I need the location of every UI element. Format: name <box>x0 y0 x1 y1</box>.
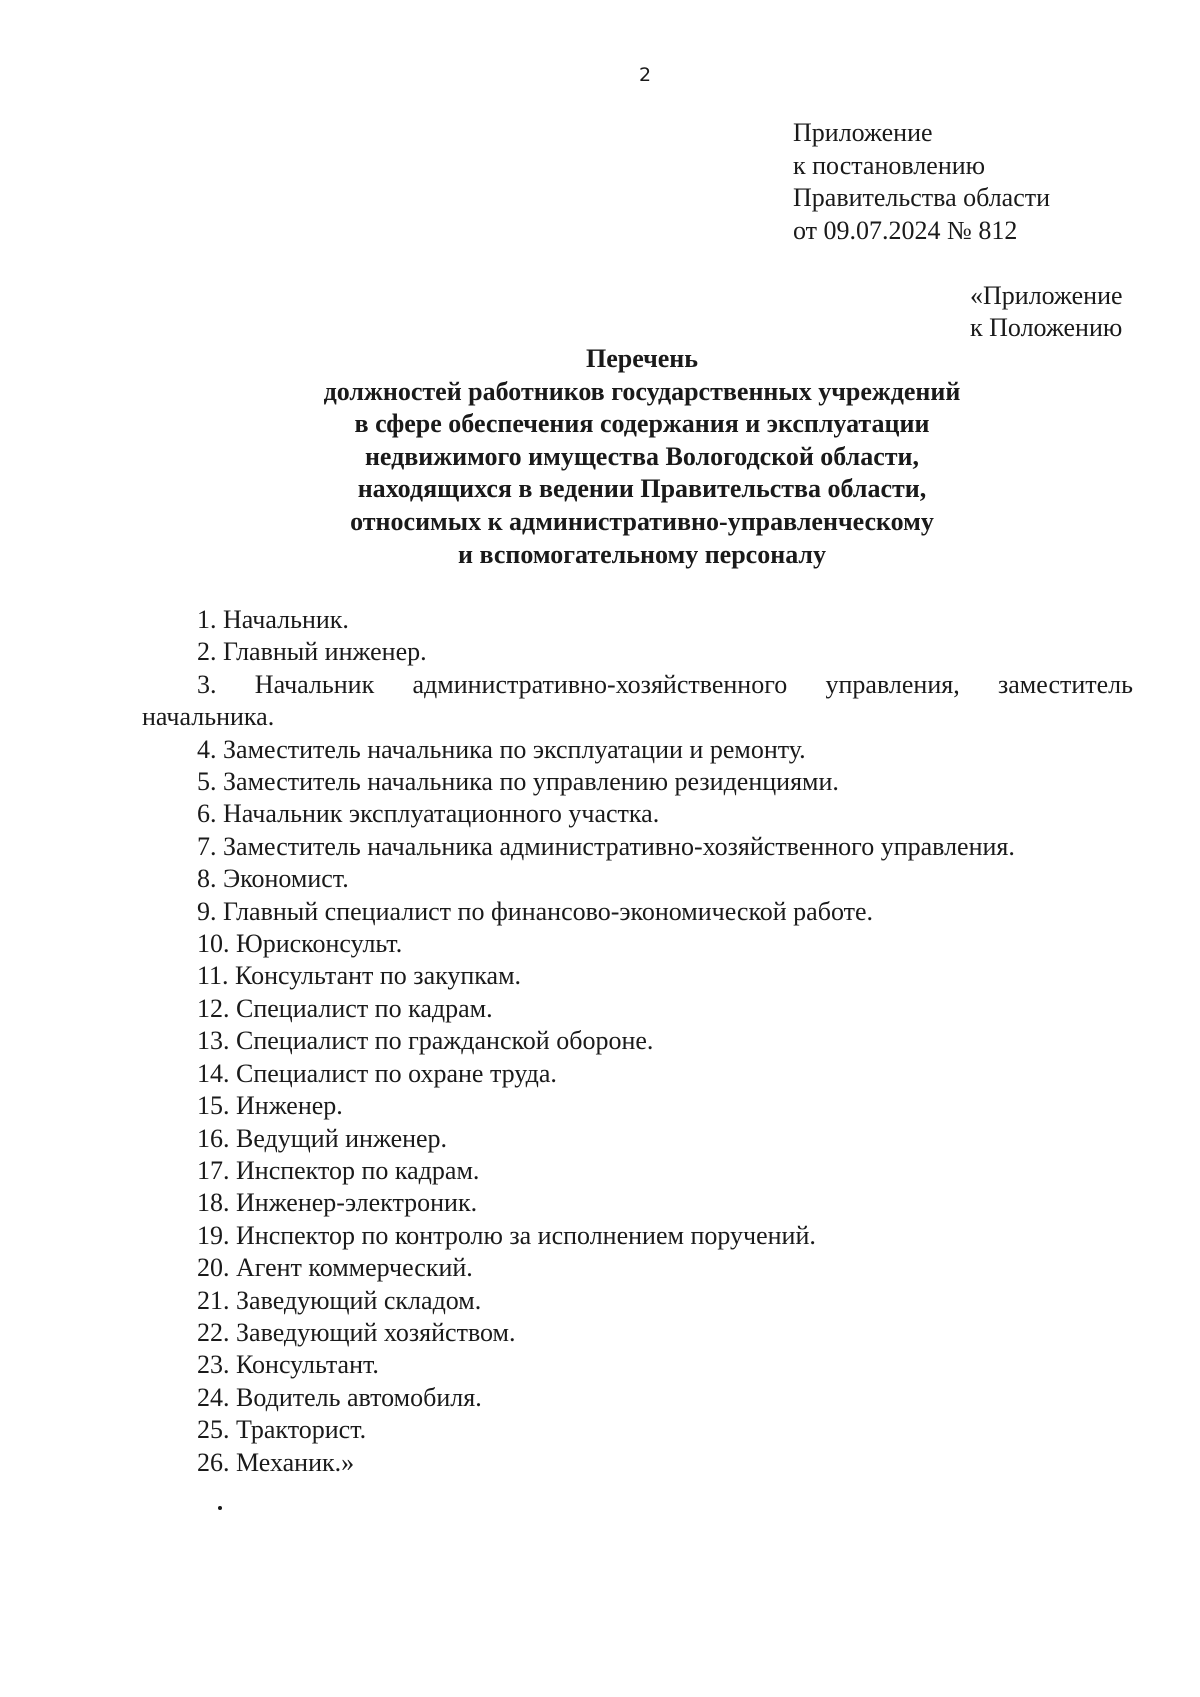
list-item: 8. Экономист. <box>197 864 349 894</box>
sub-approval-line: к Положению <box>970 313 1123 342</box>
list-item: 18. Инженер-электроник. <box>197 1188 478 1218</box>
list-item: 3. Начальник административно-хозяйственного управления, заместитель начальника. <box>142 669 1133 732</box>
list-item: 20. Агент коммерческий. <box>197 1253 473 1283</box>
sub-approval-line: «Приложение <box>970 281 1123 310</box>
page-number: 2 <box>638 64 652 86</box>
list-item: 25. Тракторист. <box>197 1415 367 1445</box>
title-line: находящихся в ведении Правительства области, <box>357 474 927 504</box>
approval-line: к постановлению <box>793 150 986 180</box>
list-item: 12. Специалист по кадрам. <box>197 993 493 1023</box>
list-item: 9. Главный специалист по финансово-экономической работе. <box>197 896 873 926</box>
title-line: и вспомогательному персоналу <box>457 539 827 569</box>
title-line: должностей работников государственных учреждений <box>323 376 961 406</box>
list-item: 10. Юрисконсульт. <box>197 929 403 959</box>
list-item: 22. Заведующий хозяйством. <box>197 1317 516 1347</box>
list-item: 17. Инспектор по кадрам. <box>197 1155 480 1185</box>
list-item: 24. Водитель автомобиля. <box>197 1382 482 1412</box>
list-item: 26. Механик.» <box>197 1447 355 1477</box>
sub-approval-block <box>970 280 1123 344</box>
list-item: 11. Консультант по закупкам. <box>197 961 522 991</box>
title-line: относимых к административно-управленческому <box>350 506 934 536</box>
list-item: 23. Консультант. <box>197 1350 379 1380</box>
document-title <box>142 343 1142 571</box>
list-item: 6. Начальник эксплуатационного участка. <box>197 799 660 829</box>
list-item: 2. Главный инженер. <box>197 637 427 667</box>
approval-line: Приложение <box>793 118 933 147</box>
approval-line: Правительства области <box>793 183 1051 212</box>
list-item: 1. Начальник. <box>197 605 349 634</box>
list-item: 13. Специалист по гражданской обороне. <box>197 1026 654 1056</box>
list-item: 14. Специалист по охране труда. <box>197 1058 557 1088</box>
stray-dot <box>218 1506 222 1510</box>
title-line: недвижимого имущества Вологодской области, <box>364 441 920 471</box>
list-item: 19. Инспектор по контролю за исполнением поручений. <box>197 1220 816 1250</box>
list-item: 7. Заместитель начальника административно-хозяйственного управления. <box>197 831 1015 861</box>
title-line: в сфере обеспечения содержания и эксплуатации <box>354 409 930 439</box>
positions-list <box>142 604 1133 1479</box>
approval-block <box>793 117 1050 247</box>
title-heading: Перечень <box>585 344 699 373</box>
list-item: 4. Заместитель начальника по эксплуатации и ремонту. <box>197 734 806 764</box>
list-item: 5. Заместитель начальника по управлению резиденциями. <box>197 767 839 797</box>
approval-date-number: от 09.07.2024 № 812 <box>793 215 1018 245</box>
list-item: 21. Заведующий складом. <box>197 1285 482 1315</box>
list-item: 15. Инженер. <box>197 1091 343 1121</box>
list-item: 16. Ведущий инженер. <box>197 1123 448 1153</box>
